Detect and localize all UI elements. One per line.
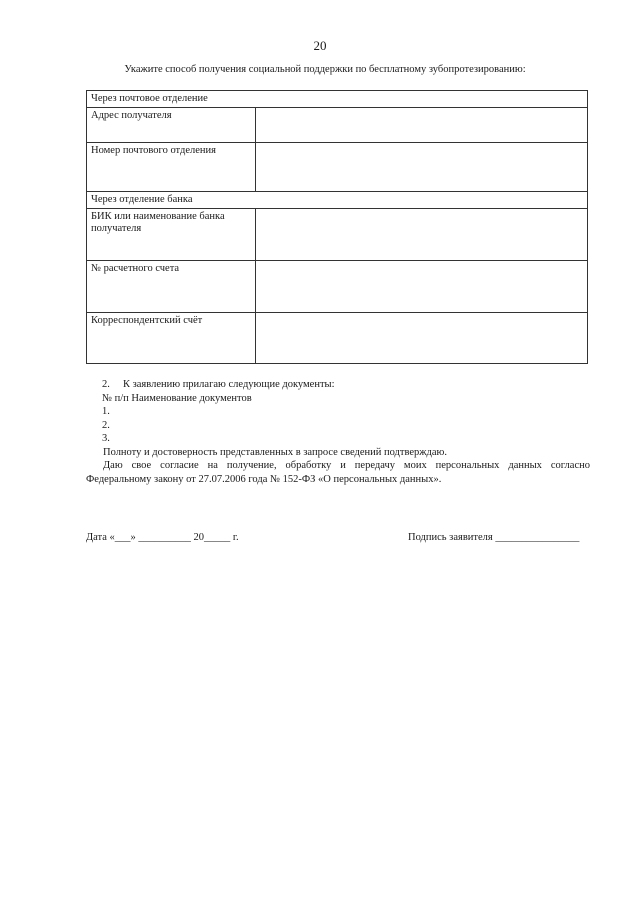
bank-bik-field[interactable] [256,209,588,261]
table-row [87,261,588,313]
section-bank-label: Через отделение банка [87,192,588,209]
documents-heading-text: К заявлению прилагаю следующие документы: [123,379,335,390]
table-row [87,108,588,143]
documents-section [86,378,590,486]
list-item: 2. [102,419,110,431]
signature-field[interactable]: Подпись заявителя ________________ [408,532,580,543]
table-row [87,209,588,261]
bank-bik-label: БИК или наименование банка получателя [87,209,256,261]
consent-text-line1: Даю свое согласие на получение, обработку и передачу моих персональных данных согласно [103,460,590,471]
table-row [87,313,588,364]
recipient-address-label: Адрес получателя [87,108,256,143]
table-row [87,143,588,192]
documents-heading [86,378,590,392]
recipient-address-field[interactable] [256,108,588,143]
list-item: 1. [102,406,110,417]
consent-text-line2: Федеральному закону от 27.07.2006 года № 152-ФЗ «О персональных данных». [86,473,442,485]
page-number: 20 [313,38,327,53]
correspondent-account-field[interactable] [256,313,588,364]
account-number-label: № расчетного счета [87,261,256,313]
section-row-post [87,91,588,108]
post-office-number-label: Номер почтового отделения [87,143,256,192]
documents-heading-number: 2. [102,379,110,390]
confirmation-text: Полноту и достоверность представленных в запросе сведений подтверждаю. [103,446,448,458]
post-office-number-field[interactable] [256,143,588,192]
documents-column-header: № п/п Наименование документов [102,392,252,404]
date-field[interactable]: Дата «___» __________ 20_____ г. [86,532,239,543]
correspondent-account-label: Корреспондентский счёт [87,313,256,364]
list-item: 3. [102,433,110,444]
payment-method-table [86,90,588,364]
section-row-bank [87,192,588,209]
account-number-field[interactable] [256,261,588,313]
intro-text: Укажите способ получения социальной поддержки по бесплатному зубопротезированию: [124,64,526,75]
section-post-label: Через почтовое отделение [87,91,588,108]
